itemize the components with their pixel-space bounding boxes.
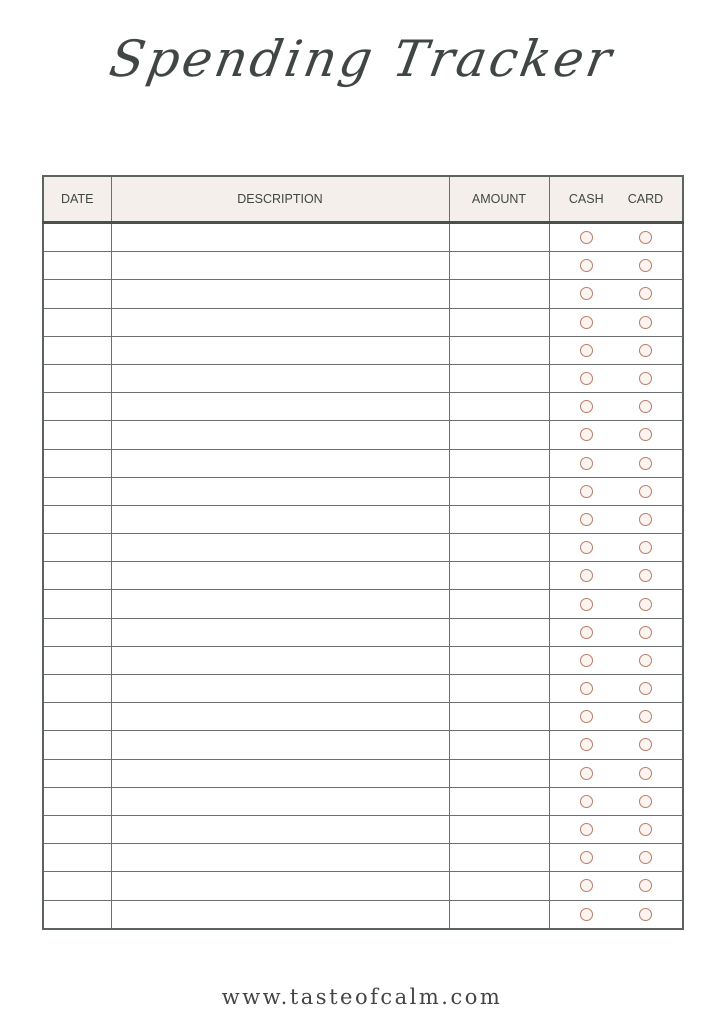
description-cell[interactable] (111, 223, 449, 252)
date-cell[interactable] (43, 562, 111, 590)
cash-cell (549, 900, 615, 929)
table-row (43, 421, 683, 449)
amount-cell[interactable] (449, 477, 549, 505)
cash-cell (549, 364, 615, 392)
card-cell (615, 505, 683, 533)
card-cell (615, 731, 683, 759)
amount-cell[interactable] (449, 872, 549, 900)
date-cell[interactable] (43, 336, 111, 364)
table-row (43, 308, 683, 336)
description-cell[interactable] (111, 393, 449, 421)
cash-checkbox[interactable] (580, 879, 593, 892)
description-cell[interactable] (111, 900, 449, 929)
date-cell[interactable] (43, 731, 111, 759)
description-cell[interactable] (111, 449, 449, 477)
cash-checkbox[interactable] (580, 400, 593, 413)
date-cell[interactable] (43, 844, 111, 872)
cash-checkbox[interactable] (580, 767, 593, 780)
cash-checkbox[interactable] (580, 598, 593, 611)
date-cell[interactable] (43, 618, 111, 646)
amount-cell[interactable] (449, 900, 549, 929)
description-cell[interactable] (111, 787, 449, 815)
cash-checkbox[interactable] (580, 710, 593, 723)
header-amount: AMOUNT (449, 176, 549, 223)
description-cell[interactable] (111, 590, 449, 618)
card-checkbox[interactable] (639, 428, 652, 441)
table-row (43, 393, 683, 421)
cash-cell (549, 703, 615, 731)
description-cell[interactable] (111, 477, 449, 505)
table-row (43, 872, 683, 900)
amount-cell[interactable] (449, 844, 549, 872)
date-cell[interactable] (43, 505, 111, 533)
description-cell[interactable] (111, 562, 449, 590)
cash-checkbox[interactable] (580, 372, 593, 385)
description-cell[interactable] (111, 252, 449, 280)
date-cell[interactable] (43, 646, 111, 674)
card-cell (615, 900, 683, 929)
table-row (43, 562, 683, 590)
cash-cell (549, 844, 615, 872)
header-description: DESCRIPTION (111, 176, 449, 223)
description-cell[interactable] (111, 703, 449, 731)
amount-cell[interactable] (449, 590, 549, 618)
amount-cell[interactable] (449, 280, 549, 308)
description-cell[interactable] (111, 421, 449, 449)
header-card: CARD (615, 176, 683, 223)
amount-cell[interactable] (449, 534, 549, 562)
table-row (43, 252, 683, 280)
amount-cell[interactable] (449, 252, 549, 280)
card-checkbox[interactable] (639, 823, 652, 836)
amount-cell[interactable] (449, 336, 549, 364)
card-checkbox[interactable] (639, 316, 652, 329)
card-cell (615, 787, 683, 815)
card-cell (615, 393, 683, 421)
table-row (43, 675, 683, 703)
card-cell (615, 534, 683, 562)
card-cell (615, 872, 683, 900)
date-cell[interactable] (43, 534, 111, 562)
card-cell (615, 759, 683, 787)
date-cell[interactable] (43, 590, 111, 618)
cash-cell (549, 223, 615, 252)
table-header-row (43, 176, 683, 223)
amount-cell[interactable] (449, 731, 549, 759)
page-title: Spending Tracker (105, 30, 619, 88)
cash-checkbox[interactable] (580, 682, 593, 695)
card-cell (615, 590, 683, 618)
header-date: DATE (43, 176, 111, 223)
card-checkbox[interactable] (639, 710, 652, 723)
table-row (43, 505, 683, 533)
table-row (43, 731, 683, 759)
date-cell[interactable] (43, 449, 111, 477)
card-cell (615, 336, 683, 364)
date-cell[interactable] (43, 815, 111, 843)
card-checkbox[interactable] (639, 851, 652, 864)
cash-cell (549, 675, 615, 703)
card-checkbox[interactable] (639, 654, 652, 667)
cash-cell (549, 505, 615, 533)
cash-checkbox[interactable] (580, 795, 593, 808)
table-row (43, 844, 683, 872)
cash-cell (549, 646, 615, 674)
header-cash: CASH (549, 176, 615, 223)
cash-cell (549, 815, 615, 843)
table-row (43, 477, 683, 505)
cash-checkbox[interactable] (580, 541, 593, 554)
table-row (43, 646, 683, 674)
table-row (43, 815, 683, 843)
description-cell[interactable] (111, 731, 449, 759)
card-cell (615, 477, 683, 505)
description-cell[interactable] (111, 534, 449, 562)
date-cell[interactable] (43, 759, 111, 787)
description-cell[interactable] (111, 815, 449, 843)
cash-checkbox[interactable] (580, 823, 593, 836)
card-checkbox[interactable] (639, 795, 652, 808)
date-cell[interactable] (43, 703, 111, 731)
card-checkbox[interactable] (639, 513, 652, 526)
amount-cell[interactable] (449, 675, 549, 703)
cash-checkbox[interactable] (580, 231, 593, 244)
description-cell[interactable] (111, 505, 449, 533)
description-cell[interactable] (111, 872, 449, 900)
date-cell[interactable] (43, 393, 111, 421)
date-cell[interactable] (43, 421, 111, 449)
card-checkbox[interactable] (639, 767, 652, 780)
cash-cell (549, 759, 615, 787)
cash-cell (549, 393, 615, 421)
table-row (43, 900, 683, 929)
cash-cell (549, 280, 615, 308)
date-cell[interactable] (43, 223, 111, 252)
cash-cell (549, 787, 615, 815)
description-cell[interactable] (111, 336, 449, 364)
cash-cell (549, 421, 615, 449)
description-cell[interactable] (111, 759, 449, 787)
amount-cell[interactable] (449, 562, 549, 590)
date-cell[interactable] (43, 872, 111, 900)
description-cell[interactable] (111, 618, 449, 646)
amount-cell[interactable] (449, 308, 549, 336)
table-row (43, 280, 683, 308)
card-cell (615, 815, 683, 843)
cash-cell (549, 731, 615, 759)
cash-checkbox[interactable] (580, 851, 593, 864)
description-cell[interactable] (111, 364, 449, 392)
card-checkbox[interactable] (639, 598, 652, 611)
description-cell[interactable] (111, 280, 449, 308)
cash-checkbox[interactable] (580, 738, 593, 751)
amount-cell[interactable] (449, 703, 549, 731)
date-cell[interactable] (43, 675, 111, 703)
cash-checkbox[interactable] (580, 457, 593, 470)
spending-table (42, 175, 684, 930)
card-checkbox[interactable] (639, 372, 652, 385)
table-row (43, 449, 683, 477)
description-cell[interactable] (111, 646, 449, 674)
amount-cell[interactable] (449, 393, 549, 421)
amount-cell[interactable] (449, 449, 549, 477)
table-row (43, 590, 683, 618)
table-row (43, 336, 683, 364)
amount-cell[interactable] (449, 364, 549, 392)
date-cell[interactable] (43, 477, 111, 505)
date-cell[interactable] (43, 787, 111, 815)
cash-checkbox[interactable] (580, 316, 593, 329)
card-cell (615, 364, 683, 392)
cash-cell (549, 618, 615, 646)
card-cell (615, 844, 683, 872)
card-checkbox[interactable] (639, 457, 652, 470)
table-body (43, 223, 683, 929)
table-row (43, 223, 683, 252)
table-row (43, 618, 683, 646)
cash-cell (549, 562, 615, 590)
card-checkbox[interactable] (639, 400, 652, 413)
table-row (43, 703, 683, 731)
cash-cell (549, 336, 615, 364)
cash-cell (549, 308, 615, 336)
cash-checkbox[interactable] (580, 513, 593, 526)
card-cell (615, 252, 683, 280)
card-cell (615, 618, 683, 646)
cash-checkbox[interactable] (580, 626, 593, 639)
amount-cell[interactable] (449, 421, 549, 449)
table-row (43, 759, 683, 787)
cash-cell (549, 534, 615, 562)
card-checkbox[interactable] (639, 344, 652, 357)
date-cell[interactable] (43, 308, 111, 336)
card-checkbox[interactable] (639, 485, 652, 498)
description-cell[interactable] (111, 675, 449, 703)
card-checkbox[interactable] (639, 287, 652, 300)
card-cell (615, 421, 683, 449)
card-cell (615, 675, 683, 703)
card-checkbox[interactable] (639, 682, 652, 695)
table-row (43, 364, 683, 392)
description-cell[interactable] (111, 308, 449, 336)
amount-cell[interactable] (449, 815, 549, 843)
card-cell (615, 562, 683, 590)
card-checkbox[interactable] (639, 908, 652, 921)
card-checkbox[interactable] (639, 626, 652, 639)
cash-checkbox[interactable] (580, 428, 593, 441)
amount-cell[interactable] (449, 787, 549, 815)
card-cell (615, 449, 683, 477)
cash-checkbox[interactable] (580, 485, 593, 498)
card-cell (615, 646, 683, 674)
card-cell (615, 280, 683, 308)
cash-cell (549, 477, 615, 505)
date-cell[interactable] (43, 364, 111, 392)
cash-cell (549, 590, 615, 618)
date-cell[interactable] (43, 900, 111, 929)
table-row (43, 534, 683, 562)
table-row (43, 787, 683, 815)
amount-cell[interactable] (449, 505, 549, 533)
card-cell (615, 223, 683, 252)
card-cell (615, 703, 683, 731)
card-cell (615, 308, 683, 336)
cash-cell (549, 252, 615, 280)
cash-cell (549, 872, 615, 900)
date-cell[interactable] (43, 252, 111, 280)
card-checkbox[interactable] (639, 231, 652, 244)
card-checkbox[interactable] (639, 738, 652, 751)
cash-cell (549, 449, 615, 477)
amount-cell[interactable] (449, 223, 549, 252)
cash-checkbox[interactable] (580, 908, 593, 921)
card-checkbox[interactable] (639, 259, 652, 272)
cash-checkbox[interactable] (580, 287, 593, 300)
card-checkbox[interactable] (639, 541, 652, 554)
date-cell[interactable] (43, 280, 111, 308)
card-checkbox[interactable] (639, 879, 652, 892)
description-cell[interactable] (111, 844, 449, 872)
amount-cell[interactable] (449, 759, 549, 787)
amount-cell[interactable] (449, 618, 549, 646)
cash-checkbox[interactable] (580, 344, 593, 357)
cash-checkbox[interactable] (580, 569, 593, 582)
cash-checkbox[interactable] (580, 654, 593, 667)
website-footer: www.tasteofcalm.com (221, 985, 503, 1009)
amount-cell[interactable] (449, 646, 549, 674)
card-checkbox[interactable] (639, 569, 652, 582)
cash-checkbox[interactable] (580, 259, 593, 272)
